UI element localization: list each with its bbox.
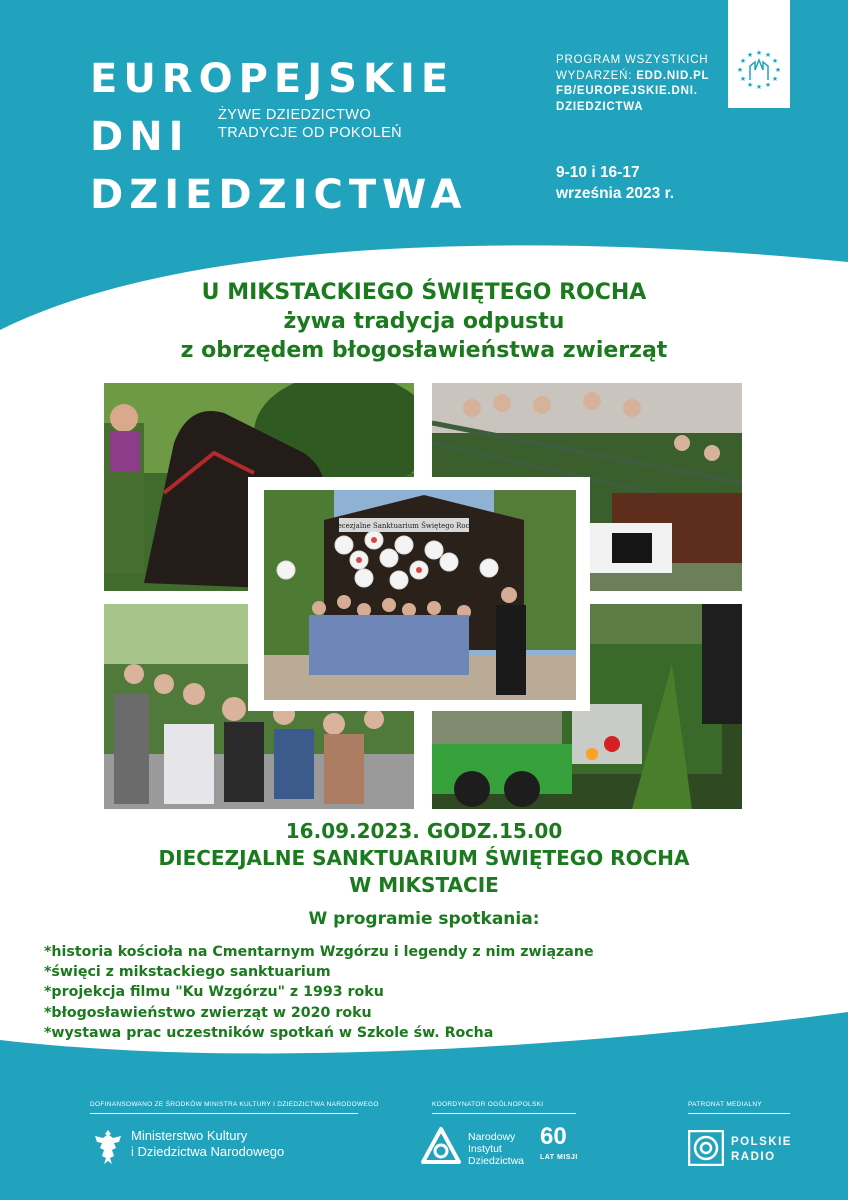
svg-text:★: ★ [764,81,772,89]
nid-anniversary-number: 60 [540,1123,567,1150]
nid-anniversary-label: LAT MISJI [540,1154,578,1161]
program-list [44,942,804,1043]
tagline [218,106,458,142]
nid-logo-text [468,1131,524,1167]
ministry-logo-text [131,1128,284,1160]
program-fb-link[interactable] [556,84,726,100]
title-line1: U MIKSTACKIEGO ŚWIĘTEGO ROCHA [201,280,647,305]
polish-eagle-icon [92,1128,124,1166]
photo-children-with-balloons [264,490,576,700]
coordinator-label: KOORDYNATOR OGÓLNOPOLSKI [432,1101,544,1108]
program-line3: FB/EUROPEJSKIE.DNI. [556,85,698,97]
divider [90,1113,358,1114]
title-line3: z obrzędem błogosławieństwa zwierząt [180,338,668,363]
program-url-link[interactable]: EDD.NID.PL [636,69,710,82]
list-item: *projekcja filmu "Ku Wzgórzu" z 1993 roku [44,984,384,1001]
polskie-radio-text [731,1135,792,1165]
divider [688,1113,790,1114]
polskie-radio-logo-icon [688,1130,724,1166]
svg-text:★: ★ [746,81,754,89]
svg-text:★: ★ [755,83,763,91]
program-heading: W programie spotkania: [308,909,540,929]
brand-line-dni: DNI [90,114,190,160]
brand-line-europejskie: EUROPEJSKIE [90,56,455,102]
patron-label: PATRONAT MEDIALNY [688,1101,762,1108]
nid-triangle-logo-icon [420,1126,462,1168]
svg-text:★: ★ [739,57,747,65]
funded-label: DOFINANSOWANO ZE ŚRODKÓW MINISTRA KULTURY I DZIEDZICTWA NARODOWEGO [90,1101,379,1108]
nid-line2: Instytut [468,1143,502,1155]
nid-line1: Narodowy [468,1131,516,1143]
list-item: *święci z mikstackiego sanktuarium [44,964,331,981]
svg-text:★: ★ [771,75,779,83]
list-item: *błogosławieństwo zwierząt w 2020 roku [44,1004,372,1021]
nid-line3: Dziedzictwa [468,1155,525,1167]
svg-text:★: ★ [771,57,779,65]
divider [432,1113,576,1114]
event-place-line2: W MIKSTACIE [349,873,499,897]
tagline-line2: TRADYCJE OD POKOLEŃ [218,125,403,141]
eu-heritage-stars-logo [728,0,790,108]
title-line2: żywa tradycja odpustu [283,309,565,334]
program-line2 [556,69,726,85]
svg-text:★: ★ [764,51,772,59]
event-details [0,818,848,899]
program-info [556,53,726,115]
event-place-line1: DIECEZJALNE SANKTUARIUM ŚWIĘTEGO ROCHA [158,846,690,870]
list-item: *wystawa prac uczestników spotkań w Szkole św. Rocha [44,1024,494,1041]
program-line1: PROGRAM WSZYSTKICH [556,54,709,66]
svg-text:★: ★ [755,49,763,57]
svg-text:★: ★ [739,75,747,83]
tagline-line1: ŻYWE DZIEDZICTWO [218,107,371,123]
svg-text:★: ★ [774,66,782,74]
ministry-line1: Ministerstwo Kultury [131,1128,248,1143]
program-line4: DZIEDZICTWA [556,100,644,113]
ministry-line2: i Dziedzictwa Narodowego [131,1144,285,1159]
list-item: *historia kościoła na Cmentarnym Wzgórzu i legendy z nim związane [44,944,594,960]
program-prefix: WYDARZEŃ: [556,69,637,82]
event-dates [556,162,726,204]
svg-text:★: ★ [746,51,754,59]
star-circle-icon [728,0,790,108]
radio-line1: POLSKIE [731,1136,792,1148]
sanctuary-sign-text: Diecezjalne Sanktuarium Świętego Rocha [329,522,479,530]
event-datetime: 16.09.2023. GODZ.15.00 [285,819,563,843]
svg-text:★: ★ [736,66,744,74]
poster-title [0,278,848,365]
radio-line2: RADIO [731,1151,776,1163]
dates-line1: 9-10 i 16-17 [556,164,640,181]
dates-line2: września 2023 r. [556,185,675,202]
brand-line-dziedzictwa: DZIEDZICTWA [90,172,468,218]
